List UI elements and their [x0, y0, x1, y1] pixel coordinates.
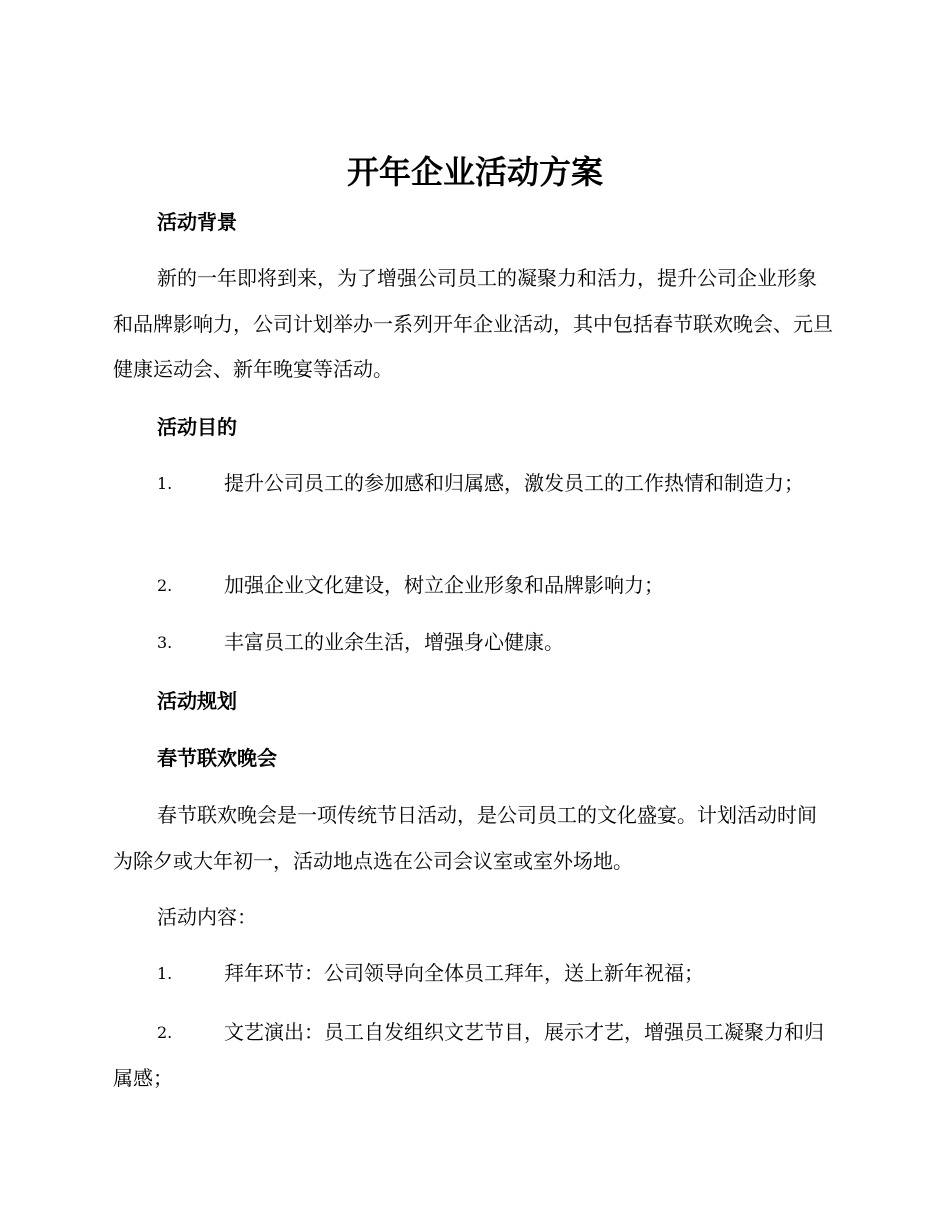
- list-item-number: 2.: [157, 1023, 173, 1042]
- section-heading-planning: 活动规划: [157, 689, 237, 713]
- list-item-number: 1.: [157, 964, 173, 983]
- background-paragraph: 新的一年即将到来，为了增强公司员工的凝聚力和活力，提升公司企业形象和品牌影响力，公司计划举办一系列开年企业活动，其中包括春节联欢晚会、元旦健康运动会、新年晚宴等活动。: [113, 266, 833, 381]
- list-item-text: 丰富员工的业余生活，增强身心健康。: [224, 630, 564, 654]
- list-item-text: 拜年环节：公司领导向全体员工拜年，送上新年祝福；: [224, 961, 704, 985]
- activity-content-label: 活动内容：: [157, 905, 257, 929]
- section-heading-purpose: 活动目的: [157, 415, 237, 439]
- list-item: [113, 563, 833, 609]
- section-heading-background: 活动背景: [157, 210, 237, 234]
- list-item: [113, 620, 833, 666]
- list-item-number: 2.: [157, 576, 173, 595]
- list-item: [113, 1010, 833, 1101]
- list-item-number: 3.: [157, 633, 173, 652]
- subsection-heading-spring-gala: 春节联欢晚会: [157, 746, 277, 770]
- list-item-number: 1.: [157, 474, 173, 493]
- document-title: 开年企业活动方案: [346, 153, 603, 191]
- list-item-text: 提升公司员工的参加感和归属感，激发员工的工作热情和制造力；: [224, 471, 804, 495]
- list-item-text: 文艺演出：员工自发组织文艺节目，展示才艺，增强员工凝聚力和归属感；: [113, 1020, 824, 1090]
- spring-gala-paragraph: 春节联欢晚会是一项传统节日活动，是公司员工的文化盛宴。计划活动时间为除夕或大年初一，活动地点选在公司会议室或室外场地。: [113, 803, 817, 873]
- list-item: [113, 951, 833, 997]
- list-item: [113, 461, 833, 507]
- list-item-text: 加强企业文化建设，树立企业形象和品牌影响力；: [224, 573, 664, 597]
